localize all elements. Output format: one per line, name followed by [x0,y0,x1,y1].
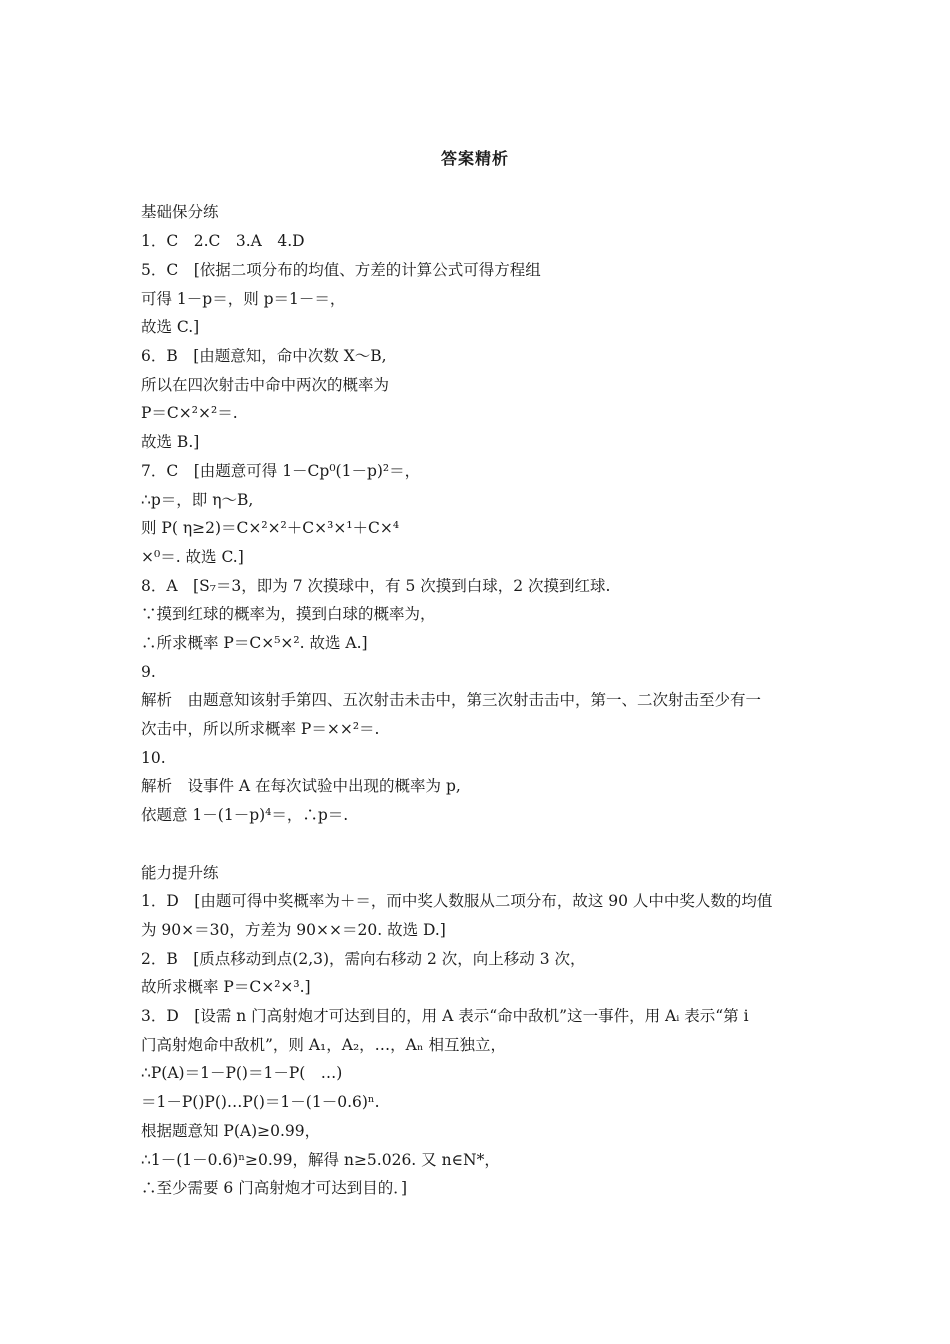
answer-line: ＝1－P()P()…P()＝1－(1－0.6)ⁿ. [141,1093,380,1111]
answer-line: ∴1－(1－0.6)ⁿ≥0.99，解得 n≥5.026. 又 n∈N*， [141,1151,500,1169]
answer-line: 次击中，所以所求概率 P＝××²＝. [141,720,380,738]
answer-line: 3．D [设需 n 门高射炮才可达到目的，用 A 表示“命中敌机”这一事件，用 Aᵢ 表示“第 i [141,1007,749,1025]
answer-line: 5．C [依据二项分布的均值、方差的计算公式可得方程组 [141,261,541,279]
section-heading-basic: 基础保分练 [141,203,219,221]
answer-line: 根据题意知 P(A)≥0.99， [141,1122,321,1140]
answer-line: ∴p＝，即 η～B, [141,491,254,509]
answer-line: 10. [141,749,166,767]
answer-line: ∵摸到红球的概率为，摸到白球的概率为， [141,605,436,623]
answer-line: 1．C 2.C 3.A 4.D [141,232,305,250]
answer-line: 门高射炮命中敌机”，则 A₁，A₂，…，Aₙ 相互独立， [141,1036,506,1054]
answer-line: 解析 设事件 A 在每次试验中出现的概率为 p, [141,777,461,795]
answer-line: 故选 B.] [141,433,200,451]
answer-line: 8．A [S₇＝3，即为 7 次摸球中，有 5 次摸到白球，2 次摸到红球. [141,577,611,595]
answer-line: ∴P(A)＝1－P()＝1－P( …) [141,1064,343,1082]
page-title: 答案精析 [440,149,509,168]
answer-line: 6．B [由题意知，命中次数 X～B, [141,347,387,365]
answer-line: 可得 1－p＝，则 p＝1－＝， [141,290,346,308]
answer-line: ×⁰＝. 故选 C.] [141,548,244,566]
answer-line: 则 P( η≥2)＝C×²×²＋C×³×¹＋C×⁴ [141,519,400,537]
answer-line: 为 90×＝30，方差为 90××＝20. 故选 D.] [141,921,446,939]
answer-line: 依题意 1－(1－p)⁴＝，∴p＝. [141,806,349,824]
answer-line: 所以在四次射击中命中两次的概率为 [141,376,390,394]
answer-line: 7．C [由题意可得 1－Cp⁰(1－p)²＝， [141,462,421,480]
answer-line: 9. [141,663,156,681]
answer-line: ∴所求概率 P＝C×⁵×². 故选 A.] [141,634,368,652]
answer-line: P＝C×²×²＝. [141,404,238,422]
answer-line: ∴至少需要 6 门高射炮才可达到目的．] [141,1179,408,1197]
answer-line: 解析 由题意知该射手第四、五次射击未击中，第三次射击击中，第一、二次射击至少有一 [141,691,762,709]
answer-line: 2．B [质点移动到点(2,3)，需向右移动 2 次，向上移动 3 次， [141,950,586,968]
section-heading-advanced: 能力提升练 [141,864,219,882]
answer-line: 1．D [由题可得中奖概率为＋＝，而中奖人数服从二项分布，故这 90 人中中奖人数的均值 [141,892,773,910]
answer-line: 故选 C.] [141,318,200,336]
answer-line: 故所求概率 P＝C×²×³.] [141,978,311,996]
